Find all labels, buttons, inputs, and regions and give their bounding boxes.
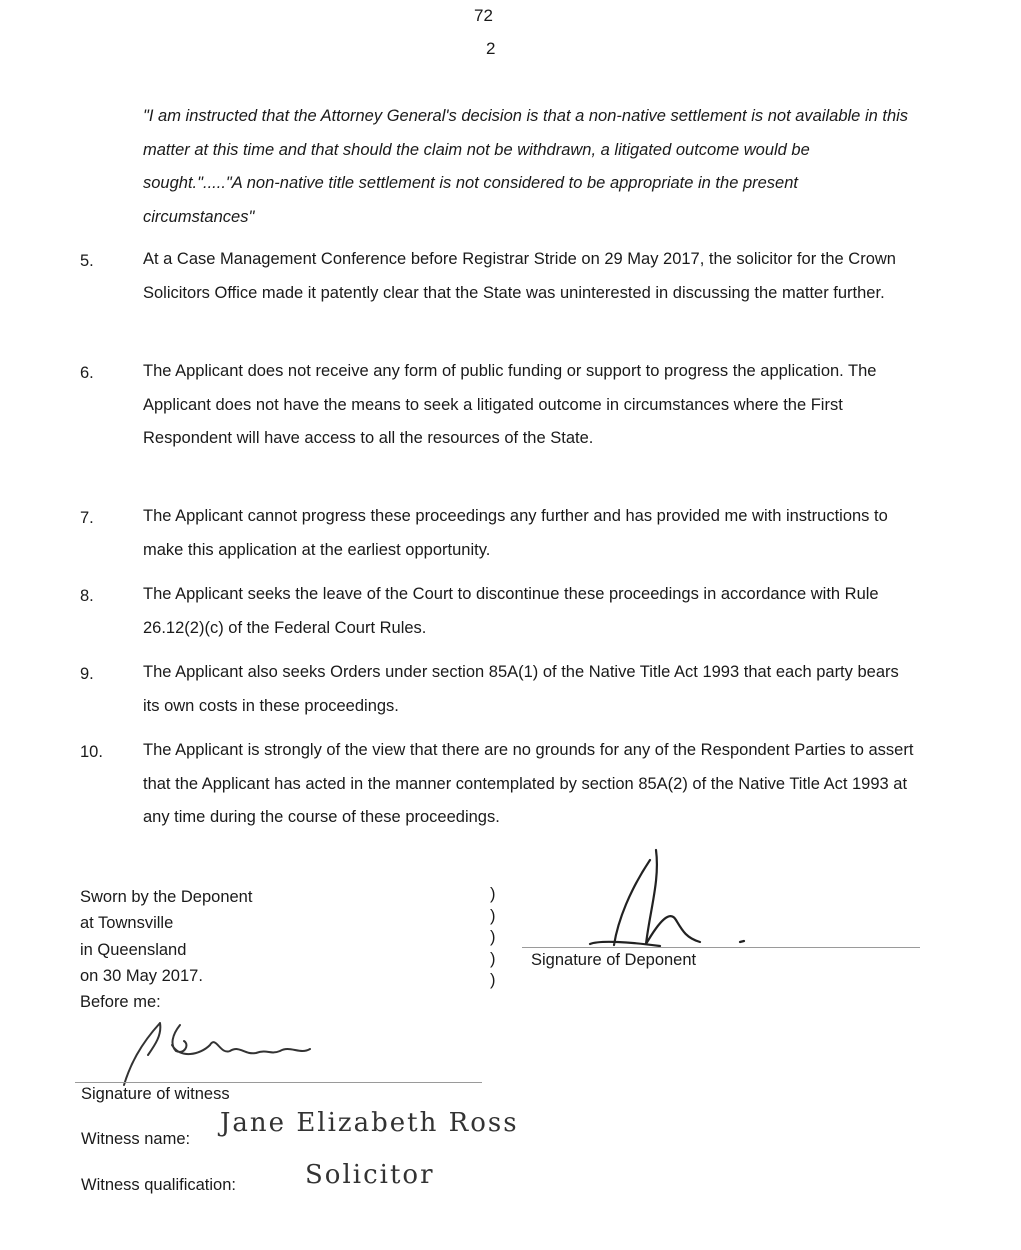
- paragraph-text: The Applicant seeks the leave of the Court to discontinue these proceedings in accordance with Rule 26.12(2)(c) of the Federal Court Rules.: [143, 585, 879, 637]
- paragraph-number: 7.: [80, 509, 94, 527]
- paragraph-text: The Applicant does not receive any form of public funding or support to progress the application. The Applicant does not have the means to seek a litigated outcome in circumstances where the First Respondent will have access to all the resources of the State.: [143, 362, 877, 447]
- jurat-brackets: [490, 884, 496, 992]
- paragraph-number: 6.: [80, 364, 94, 382]
- paragraph-text: At a Case Management Conference before Registrar Stride on 29 May 2017, the solicitor for the Crown Solicitors Office made it patently clear that the State was uninterested in discussing the matter further.: [143, 250, 896, 302]
- paragraph-text: The Applicant also seeks Orders under section 85A(1) of the Native Title Act 1993 that each party bears its own costs in these proceedings.: [143, 663, 899, 715]
- deponent-signature-label: Signature of Deponent: [531, 951, 697, 969]
- witness-signature-scrawl: [110, 1015, 330, 1095]
- bracket: ): [490, 949, 496, 968]
- paragraph-number: 5.: [80, 252, 94, 270]
- paragraph-number: 10.: [80, 743, 103, 761]
- witness-qualification-value: Solicitor: [305, 1160, 435, 1190]
- bracket: ): [490, 885, 496, 903]
- quoted-passage: "I am instructed that the Attorney General's decision is that a non-native settlement is not available in this matter at this time and that should the claim not be withdrawn, a litigated outcome would be sought."....."A non-native title settlement is not considered to be appropriate in the present circumstances": [143, 107, 909, 226]
- bracket: ): [490, 906, 496, 925]
- jurat-line: Sworn by the Deponent: [80, 888, 253, 906]
- jurat-line: in Queensland: [80, 940, 187, 959]
- jurat-line: Before me:: [80, 993, 161, 1012]
- jurat-block: [80, 884, 252, 1015]
- deponent-signature-line: [522, 947, 920, 948]
- witness-signature-line: [75, 1082, 482, 1083]
- witness-name-value: Jane Elizabeth Ross: [220, 1108, 519, 1138]
- bracket: ): [490, 928, 496, 946]
- paragraph-number: 8.: [80, 587, 94, 605]
- deponent-signature-scrawl: [590, 850, 760, 950]
- page-number: 2: [486, 39, 496, 58]
- witness-signature-label: Signature of witness: [81, 1085, 230, 1103]
- page-number-top: 72: [474, 6, 493, 25]
- witness-qualification-label: Witness qualification:: [81, 1176, 236, 1194]
- paragraph-text: The Applicant cannot progress these proceedings any further and has provided me with instructions to make this application at the earliest opportunity.: [143, 507, 888, 559]
- jurat-line: at Townsville: [80, 914, 174, 933]
- bracket: ): [490, 971, 496, 989]
- jurat-line: on 30 May 2017.: [80, 966, 203, 985]
- paragraph-number: 9.: [80, 665, 94, 683]
- witness-name-label: Witness name:: [81, 1130, 191, 1148]
- paragraph-text: The Applicant is strongly of the view that there are no grounds for any of the Respondent Parties to assert that the Applicant has acted in the manner contemplated by section 85A(2) of the Native Title Act 1993 at any time during the course of these proceedings.: [143, 741, 914, 826]
